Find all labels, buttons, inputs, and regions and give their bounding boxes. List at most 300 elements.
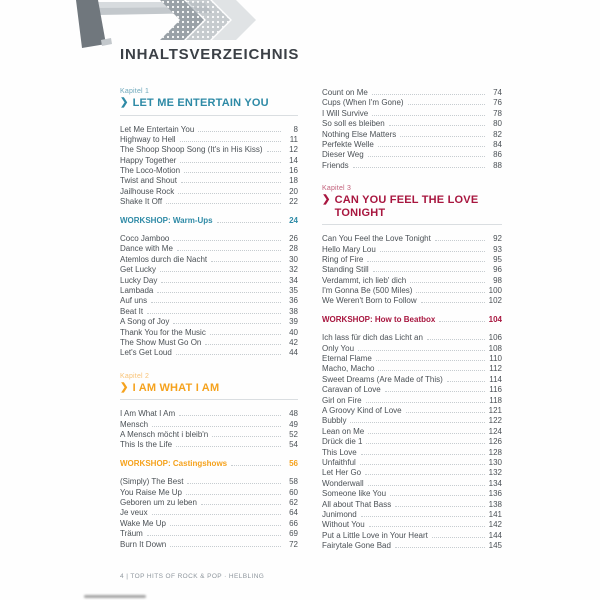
- song-title: A Mensch möcht i bleib'n: [120, 429, 209, 439]
- chapter-title: [120, 97, 298, 110]
- chapter-divider: [322, 224, 502, 225]
- dotted-leader: [427, 339, 485, 340]
- page-number: 22: [289, 197, 298, 207]
- page-number: 11: [289, 134, 298, 144]
- song-title: Dieser Weg: [322, 150, 364, 160]
- song-title: Get Lucky: [120, 265, 157, 275]
- dotted-leader: [367, 261, 485, 262]
- song-list: [120, 477, 298, 550]
- dotted-leader: [231, 465, 281, 466]
- toc-entry: [120, 166, 298, 176]
- page-number: 84: [493, 139, 502, 149]
- page-number: 138: [488, 499, 502, 509]
- toc-entry: [322, 458, 502, 468]
- page-number: 39: [289, 317, 298, 327]
- song-title: The Loco-Motion: [120, 166, 181, 176]
- toc-entry: [120, 498, 298, 508]
- dotted-leader: [378, 146, 485, 147]
- song-title: I Will Survive: [322, 108, 369, 118]
- toc-entry: [120, 244, 298, 254]
- song-title: Dance with Me: [120, 244, 173, 254]
- song-list: [120, 409, 298, 451]
- page-number: 72: [289, 539, 298, 549]
- song-title: Auf uns: [120, 296, 148, 306]
- chapter-kapitel-label: Kapitel 1: [120, 88, 150, 95]
- page-footer: 4 | TOP HITS OF ROCK & POP · HELBLING: [120, 573, 265, 580]
- toc-column-left: [120, 88, 298, 550]
- dotted-leader: [170, 546, 281, 547]
- dotted-leader: [406, 412, 485, 413]
- page-number: 80: [493, 119, 502, 129]
- chapter-header: [120, 88, 298, 116]
- page-number: 34: [289, 275, 298, 285]
- dotted-leader: [147, 313, 281, 314]
- toc-entry: [322, 520, 502, 530]
- toc-entry: [322, 531, 502, 541]
- dotted-leader: [180, 162, 281, 163]
- page-number: 142: [488, 520, 502, 530]
- dotted-leader: [447, 381, 485, 382]
- song-title: (Simply) The Best: [120, 477, 184, 487]
- workshop-label: WORKSHOP: Warm-Ups: [120, 215, 213, 225]
- toc-entry: [120, 430, 298, 440]
- toc-entry: [120, 176, 298, 186]
- song-title: Highway to Hell: [120, 134, 176, 144]
- page-number: 100: [488, 286, 502, 296]
- page-number: 126: [488, 437, 502, 447]
- workshop-entry: [322, 315, 502, 325]
- chevron-right-icon: ❯: [322, 194, 331, 206]
- song-title: The Shoop Shoop Song (It's in His Kiss): [120, 145, 263, 155]
- chapter-header: [120, 373, 298, 401]
- dotted-leader: [187, 483, 281, 484]
- toc-entry: [322, 385, 502, 395]
- toc-entry: [120, 156, 298, 166]
- song-list: [322, 88, 502, 171]
- song-title: Lambada: [120, 285, 154, 295]
- song-title: I Am What I Am: [120, 409, 176, 419]
- toc-entry: [322, 119, 502, 129]
- song-title: A Groovy Kind of Love: [322, 405, 402, 415]
- song-title: Only You: [322, 343, 355, 353]
- song-title: Shake It Off: [120, 197, 163, 207]
- song-title: Atemlos durch die Nacht: [120, 254, 208, 264]
- dotted-leader: [170, 525, 281, 526]
- page-number: 32: [289, 265, 298, 275]
- page-number: 62: [289, 497, 298, 507]
- dotted-leader: [151, 302, 281, 303]
- dotted-leader: [439, 321, 485, 322]
- dotted-leader: [152, 514, 281, 515]
- chapter-header: [322, 185, 502, 225]
- dotted-leader: [152, 426, 281, 427]
- workshop-label: WORKSHOP: Castingshows: [120, 458, 228, 468]
- dotted-leader: [198, 131, 281, 132]
- page-number: 128: [488, 447, 502, 457]
- dotted-leader: [368, 433, 485, 434]
- toc-entry: [120, 540, 298, 550]
- toc-entry: [120, 529, 298, 539]
- page-number: 64: [289, 508, 298, 518]
- song-title: This Love: [322, 447, 357, 457]
- page-number: 74: [493, 88, 502, 97]
- song-title: Happy Together: [120, 155, 177, 165]
- song-title: Ich lass für dich das Licht an: [322, 333, 423, 343]
- page-number: 20: [289, 186, 298, 196]
- dotted-leader: [179, 415, 281, 416]
- song-title: Lucky Day: [120, 275, 158, 285]
- page-number: 106: [488, 333, 502, 343]
- toc-entry: [120, 276, 298, 286]
- song-title: Standing Still: [322, 265, 369, 275]
- song-title: Hello Mary Lou: [322, 244, 376, 254]
- page-number: 145: [488, 541, 502, 551]
- toc-entry: [322, 468, 502, 478]
- dotted-leader: [178, 193, 281, 194]
- toc-entry: [120, 307, 298, 317]
- workshop-entry: [120, 459, 298, 469]
- dotted-leader: [350, 422, 485, 423]
- chapter-kapitel-label: Kapitel 2: [120, 372, 150, 380]
- toc-entry: [120, 317, 298, 327]
- toc-entry: [120, 440, 298, 450]
- song-title: Count on Me: [322, 88, 368, 97]
- song-title: The Show Must Go On: [120, 337, 202, 347]
- toc-entry: [120, 477, 298, 487]
- page-number: 82: [493, 129, 502, 139]
- toc-entry: [322, 354, 502, 364]
- page-number: 49: [289, 419, 298, 429]
- song-title: Put a Little Love in Your Heart: [322, 530, 428, 540]
- page-number: 114: [489, 374, 502, 384]
- page-number: 14: [289, 155, 298, 165]
- page-number: 24: [289, 215, 298, 225]
- toc-entry: [120, 197, 298, 207]
- dotted-leader: [372, 115, 485, 116]
- toc-entry: [322, 130, 502, 140]
- song-title: Träum: [120, 529, 143, 539]
- dotted-leader: [211, 261, 281, 262]
- dotted-leader: [432, 537, 485, 538]
- page-number: 66: [289, 518, 298, 528]
- dotted-leader: [416, 292, 485, 293]
- song-title: Fairytale Gone Bad: [322, 541, 391, 551]
- toc-entry: [322, 416, 502, 426]
- toc-entry: [120, 265, 298, 275]
- dotted-leader: [410, 282, 485, 283]
- dotted-leader: [395, 506, 485, 507]
- toc-entry: [322, 265, 502, 275]
- dotted-leader: [400, 136, 485, 137]
- page-number: 8: [293, 124, 298, 134]
- song-title: Cups (When I'm Gone): [322, 98, 404, 108]
- page-number: 88: [493, 160, 502, 170]
- dotted-leader: [385, 391, 485, 392]
- chapter-title: [322, 194, 502, 219]
- dotted-leader: [408, 104, 485, 105]
- page-number: 58: [289, 477, 298, 487]
- page-number: 78: [493, 108, 502, 118]
- dotted-leader: [368, 156, 485, 157]
- page-number: 141: [488, 509, 502, 519]
- page-number: 132: [488, 468, 502, 478]
- song-title: You Raise Me Up: [120, 487, 182, 497]
- dotted-leader: [173, 240, 281, 241]
- song-title: Coco Jamboo: [120, 234, 170, 244]
- dotted-leader: [373, 271, 485, 272]
- page-number: 134: [488, 478, 502, 488]
- page-number: 144: [488, 530, 502, 540]
- page-number: 110: [489, 354, 502, 364]
- toc-entry: [322, 489, 502, 499]
- page-number: 69: [289, 529, 298, 539]
- toc-entry: [322, 396, 502, 406]
- dotted-leader: [166, 203, 281, 204]
- song-title: Sweet Dreams (Are Made of This): [322, 374, 443, 384]
- song-title: Wake Me Up: [120, 518, 166, 528]
- page-number: 92: [493, 234, 502, 244]
- song-title: Unfaithful: [322, 457, 356, 467]
- dotted-leader: [369, 526, 485, 527]
- toc-entry: [322, 150, 502, 160]
- dotted-leader: [160, 271, 281, 272]
- dotted-leader: [181, 182, 281, 183]
- toc-entry: [322, 479, 502, 489]
- toc-entry: [322, 364, 502, 374]
- decorative-chevron-graphic: [76, 0, 268, 48]
- toc-column-right: [322, 88, 502, 551]
- song-title: We Weren't Born to Follow: [322, 296, 417, 306]
- song-title: Drück die 1: [322, 437, 363, 447]
- chapter-kapitel-label: Kapitel 3: [322, 185, 352, 193]
- page-number: 104: [488, 314, 502, 324]
- toc-entry: [120, 328, 298, 338]
- toc-entry: [120, 125, 298, 135]
- page-number: 44: [289, 348, 298, 358]
- dotted-leader: [361, 516, 485, 517]
- page-number: 18: [289, 176, 298, 186]
- dotted-leader: [395, 547, 485, 548]
- song-title: Wonderwall: [322, 478, 364, 488]
- dotted-leader: [217, 222, 281, 223]
- page-number: 98: [493, 275, 502, 285]
- toc-entry: [322, 437, 502, 447]
- page-number: 96: [493, 265, 502, 275]
- song-list: [322, 333, 502, 551]
- toc-entry: [120, 234, 298, 244]
- song-title: Can You Feel the Love Tonight: [322, 234, 431, 244]
- chapter-divider: [120, 115, 298, 116]
- page-number: 116: [489, 385, 502, 395]
- page-number: 38: [289, 306, 298, 316]
- chapter-title-text: I AM WHAT I AM: [132, 381, 220, 394]
- page-number: 26: [289, 234, 298, 244]
- chevron-right-icon: ❯: [120, 97, 129, 108]
- page-number: 76: [493, 98, 502, 108]
- dotted-leader: [368, 485, 485, 486]
- toc-entry: [120, 420, 298, 430]
- song-list: [120, 234, 298, 359]
- chevron-right-icon: ❯: [120, 381, 129, 393]
- toc-entry: [322, 88, 502, 98]
- dotted-leader: [176, 354, 281, 355]
- toc-entry: [322, 406, 502, 416]
- page-number: 60: [289, 487, 298, 497]
- dotted-leader: [378, 370, 485, 371]
- toc-entry: [120, 255, 298, 265]
- dotted-leader: [360, 464, 485, 465]
- dotted-leader: [372, 94, 485, 95]
- dotted-leader: [366, 402, 485, 403]
- page-number: 52: [289, 429, 298, 439]
- toc-entry: [322, 375, 502, 385]
- song-title: Macho, Macho: [322, 364, 375, 374]
- toc-entry: [322, 541, 502, 551]
- toc-entry: [322, 286, 502, 296]
- dotted-leader: [366, 443, 485, 444]
- song-title: Nothing Else Matters: [322, 129, 397, 139]
- toc-entry: [322, 448, 502, 458]
- toc-entry: [120, 338, 298, 348]
- page-number: 108: [488, 343, 502, 353]
- page-number: 121: [488, 405, 502, 415]
- toc-entry: [322, 510, 502, 520]
- song-title: Let Her Go: [322, 468, 362, 478]
- toc-entry: [322, 255, 502, 265]
- toc-entry: [120, 488, 298, 498]
- song-title: Let Me Entertain You: [120, 124, 195, 134]
- chapter-title-text: LET ME ENTERTAIN YOU: [132, 97, 269, 109]
- page-number: 102: [488, 296, 502, 306]
- page-number: 54: [289, 440, 298, 450]
- page-number: 36: [289, 296, 298, 306]
- song-title: This Is the Life: [120, 440, 173, 450]
- song-title: Beat It: [120, 306, 144, 316]
- toc-entry: [322, 344, 502, 354]
- song-title: So soll es bleiben: [322, 119, 385, 129]
- dotted-leader: [186, 494, 281, 495]
- dotted-leader: [184, 172, 281, 173]
- dotted-leader: [353, 167, 485, 168]
- dotted-leader: [421, 302, 485, 303]
- song-title: Let's Get Loud: [120, 348, 172, 358]
- song-title: Someone like You: [322, 489, 387, 499]
- page-number: 28: [289, 244, 298, 254]
- song-title: Lean on Me: [322, 426, 365, 436]
- toc-entry: [120, 519, 298, 529]
- workshop-entry: [120, 216, 298, 226]
- dotted-leader: [361, 454, 485, 455]
- song-title: Perfekte Welle: [322, 139, 374, 149]
- page-number: 118: [489, 395, 502, 405]
- song-title: Caravan of Love: [322, 385, 381, 395]
- song-title: Ring of Fire: [322, 254, 364, 264]
- page-number: 124: [488, 426, 502, 436]
- toc-entry: [322, 109, 502, 119]
- toc-entry: [322, 140, 502, 150]
- song-list: [120, 125, 298, 208]
- page-title: INHALTSVERZEICHNIS: [120, 46, 300, 63]
- dotted-leader: [212, 436, 281, 437]
- dotted-leader: [390, 495, 485, 496]
- toc-entry: [322, 500, 502, 510]
- toc-entry: [322, 427, 502, 437]
- song-title: Junimond: [322, 509, 357, 519]
- toc-entry: [120, 187, 298, 197]
- dotted-leader: [173, 323, 281, 324]
- song-title: Verdammt, ich lieb' dich: [322, 275, 407, 285]
- song-list: [322, 234, 502, 307]
- dotted-leader: [205, 344, 281, 345]
- song-title: Bubbly: [322, 416, 347, 426]
- page-number: 130: [488, 457, 502, 467]
- page-number: 12: [289, 145, 298, 155]
- toc-entry: [322, 161, 502, 171]
- toc-entry: [120, 296, 298, 306]
- toc-entry: [322, 296, 502, 306]
- toc-entry: [120, 508, 298, 518]
- song-title: Burn It Down: [120, 539, 167, 549]
- page-number: 16: [289, 166, 298, 176]
- page-number: 30: [289, 254, 298, 264]
- page-number: 48: [289, 409, 298, 419]
- song-title: Twist and Shout: [120, 176, 177, 186]
- song-title: Without You: [322, 520, 365, 530]
- toc-entry: [120, 135, 298, 145]
- dotted-leader: [380, 251, 485, 252]
- dotted-leader: [358, 350, 485, 351]
- dotted-leader: [157, 292, 281, 293]
- chapter-title: [120, 382, 298, 395]
- toc-entry: [322, 98, 502, 108]
- song-title: A Song of Joy: [120, 317, 170, 327]
- song-title: Friends: [322, 160, 349, 170]
- chapter-divider: [120, 399, 298, 400]
- toc-entry: [120, 409, 298, 419]
- page-number: 56: [289, 458, 298, 468]
- dotted-leader: [435, 240, 485, 241]
- dotted-leader: [210, 334, 281, 335]
- song-title: Geboren um zu leben: [120, 497, 197, 507]
- song-title: Je veux: [120, 508, 148, 518]
- page-number: 93: [493, 244, 502, 254]
- toc-entry: [322, 245, 502, 255]
- page-number: 42: [289, 337, 298, 347]
- page-edge-shadow: [84, 595, 146, 598]
- song-title: Jailhouse Rock: [120, 186, 175, 196]
- page-number: 40: [289, 327, 298, 337]
- toc-entry: [322, 333, 502, 343]
- toc-entry: [120, 348, 298, 358]
- song-title: I'm Gonna Be (500 Miles): [322, 286, 413, 296]
- toc-entry: [322, 234, 502, 244]
- toc-entry: [120, 145, 298, 155]
- song-title: All about That Bass: [322, 499, 392, 509]
- page-number: 136: [488, 489, 502, 499]
- song-title: Thank You for the Music: [120, 327, 206, 337]
- dotted-leader: [147, 535, 281, 536]
- dotted-leader: [389, 125, 485, 126]
- dotted-leader: [376, 360, 485, 361]
- dotted-leader: [365, 474, 485, 475]
- page-number: 122: [488, 416, 502, 426]
- dotted-leader: [201, 504, 281, 505]
- song-title: Girl on Fire: [322, 395, 362, 405]
- page-number: 86: [493, 150, 502, 160]
- dotted-leader: [180, 141, 281, 142]
- page-number: 95: [493, 254, 502, 264]
- dotted-leader: [267, 151, 282, 152]
